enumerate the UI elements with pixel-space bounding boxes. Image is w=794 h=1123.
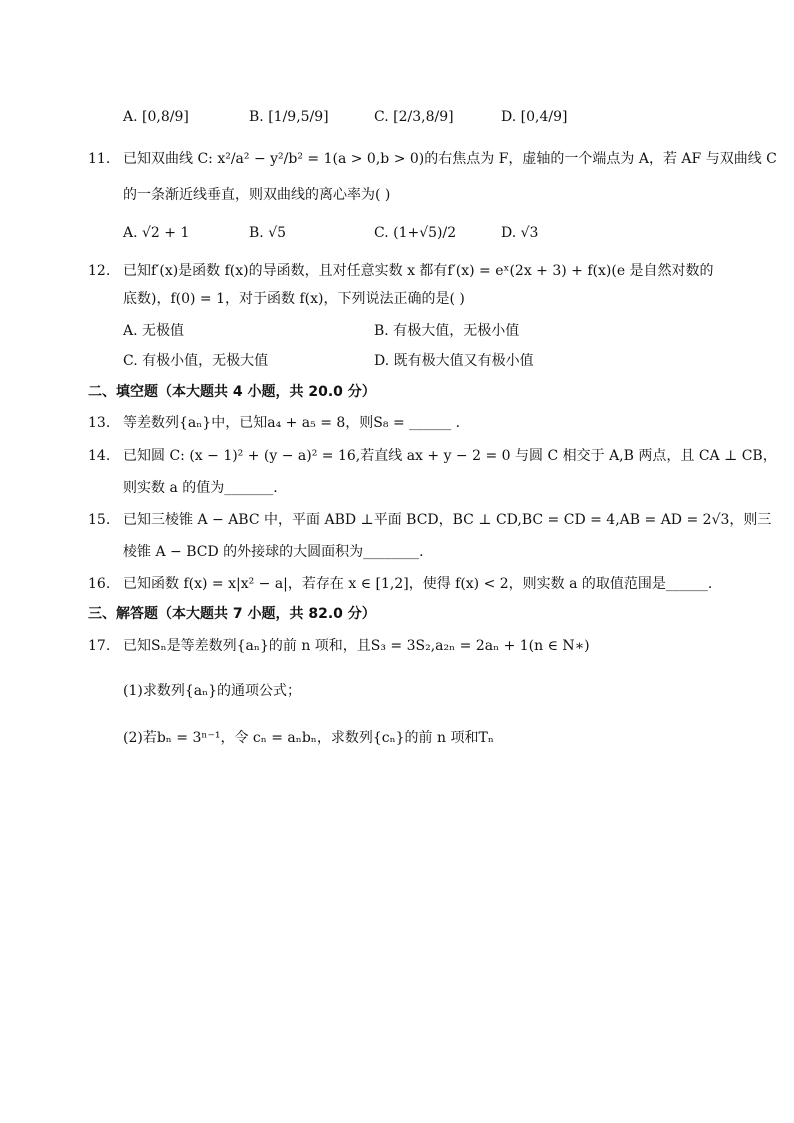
q12-option-b: B. 有极大值，无极小值 bbox=[374, 323, 520, 339]
q14-number: 14. bbox=[88, 448, 111, 464]
q11-text-1: 已知双曲线 C: x²/a² − y²/b² = 1(a > 0,b > 0)的右焦点为 F，虚轴的一个端点为 A，若 AF 与双曲线 C bbox=[123, 151, 777, 167]
q13-text-1: 等差数列{aₙ}中，已知a₄ + a₅ = 8，则S₈ = ______ . bbox=[123, 415, 461, 431]
q10-option-a: A. [0,8/9] bbox=[123, 109, 189, 125]
section-2-heading: 二、填空题（本大题共 4 小题，共 20.0 分） bbox=[88, 384, 376, 400]
q15-text-1: 已知三棱锥 A − ABC 中，平面 ABD ⊥平面 BCD，BC ⊥ CD,BC = CD = 4,AB = AD = 2√3，则三 bbox=[123, 512, 772, 528]
q11-text-2: 的一条渐近线垂直，则双曲线的离心率为( ) bbox=[123, 187, 391, 203]
q16-text-1: 已知函数 f(x) = x|x² − a|，若存在 x ∈ [1,2]，使得 f(x) < 2，则实数 a 的取值范围是______. bbox=[123, 576, 713, 592]
q14-text-2: 则实数 a 的值为_______. bbox=[123, 480, 278, 496]
q11-option-a: A. √2 + 1 bbox=[123, 225, 190, 241]
q17-text-1: 已知Sₙ是等差数列{aₙ}的前 n 项和，且S₃ = 3S₂,a₂ₙ = 2aₙ + 1(n ∈ N∗) bbox=[123, 638, 590, 654]
q16-number: 16. bbox=[88, 576, 111, 592]
q17-part-1: (1)求数列{aₙ}的通项公式； bbox=[123, 683, 302, 699]
q11-option-d: D. √3 bbox=[501, 225, 539, 241]
q11-option-c: C. (1+√5)/2 bbox=[374, 225, 457, 241]
q12-number: 12. bbox=[88, 263, 111, 279]
q12-option-c: C. 有极小值，无极大值 bbox=[123, 353, 269, 369]
q12-option-d: D. 既有极大值又有极小值 bbox=[374, 353, 534, 369]
q17-number: 17. bbox=[88, 638, 111, 654]
section-3-heading: 三、解答题（本大题共 7 小题，共 82.0 分） bbox=[88, 606, 376, 622]
q10-option-c: C. [2/3,8/9] bbox=[374, 109, 454, 125]
q10-option-d: D. [0,4/9] bbox=[501, 109, 568, 125]
q14-text-1: 已知圆 C: (x − 1)² + (y − a)² = 16,若直线 ax + y − 2 = 0 与圆 C 相交于 A,B 两点，且 CA ⊥ CB， bbox=[123, 448, 777, 464]
q11-option-b: B. √5 bbox=[249, 225, 287, 241]
q11-number: 11. bbox=[88, 151, 111, 167]
q13-number: 13. bbox=[88, 415, 111, 431]
q12-text-2: 底数)，f(0) = 1，对于函数 f(x)，下列说法正确的是( ) bbox=[123, 291, 465, 307]
q15-number: 15. bbox=[88, 512, 111, 528]
q10-option-b: B. [1/9,5/9] bbox=[249, 109, 329, 125]
q15-text-2: 棱锥 A − BCD 的外接球的大圆面积为________. bbox=[123, 544, 424, 560]
q12-option-a: A. 无极值 bbox=[123, 323, 185, 339]
q17-part-2: (2)若bₙ = 3ⁿ⁻¹，令 cₙ = aₙbₙ，求数列{cₙ}的前 n 项和Tₙ bbox=[123, 730, 494, 746]
q12-text-1: 已知f′(x)是函数 f(x)的导函数，且对任意实数 x 都有f′(x) = eˣ(2x + 3) + f(x)(e 是自然对数的 bbox=[123, 263, 714, 279]
